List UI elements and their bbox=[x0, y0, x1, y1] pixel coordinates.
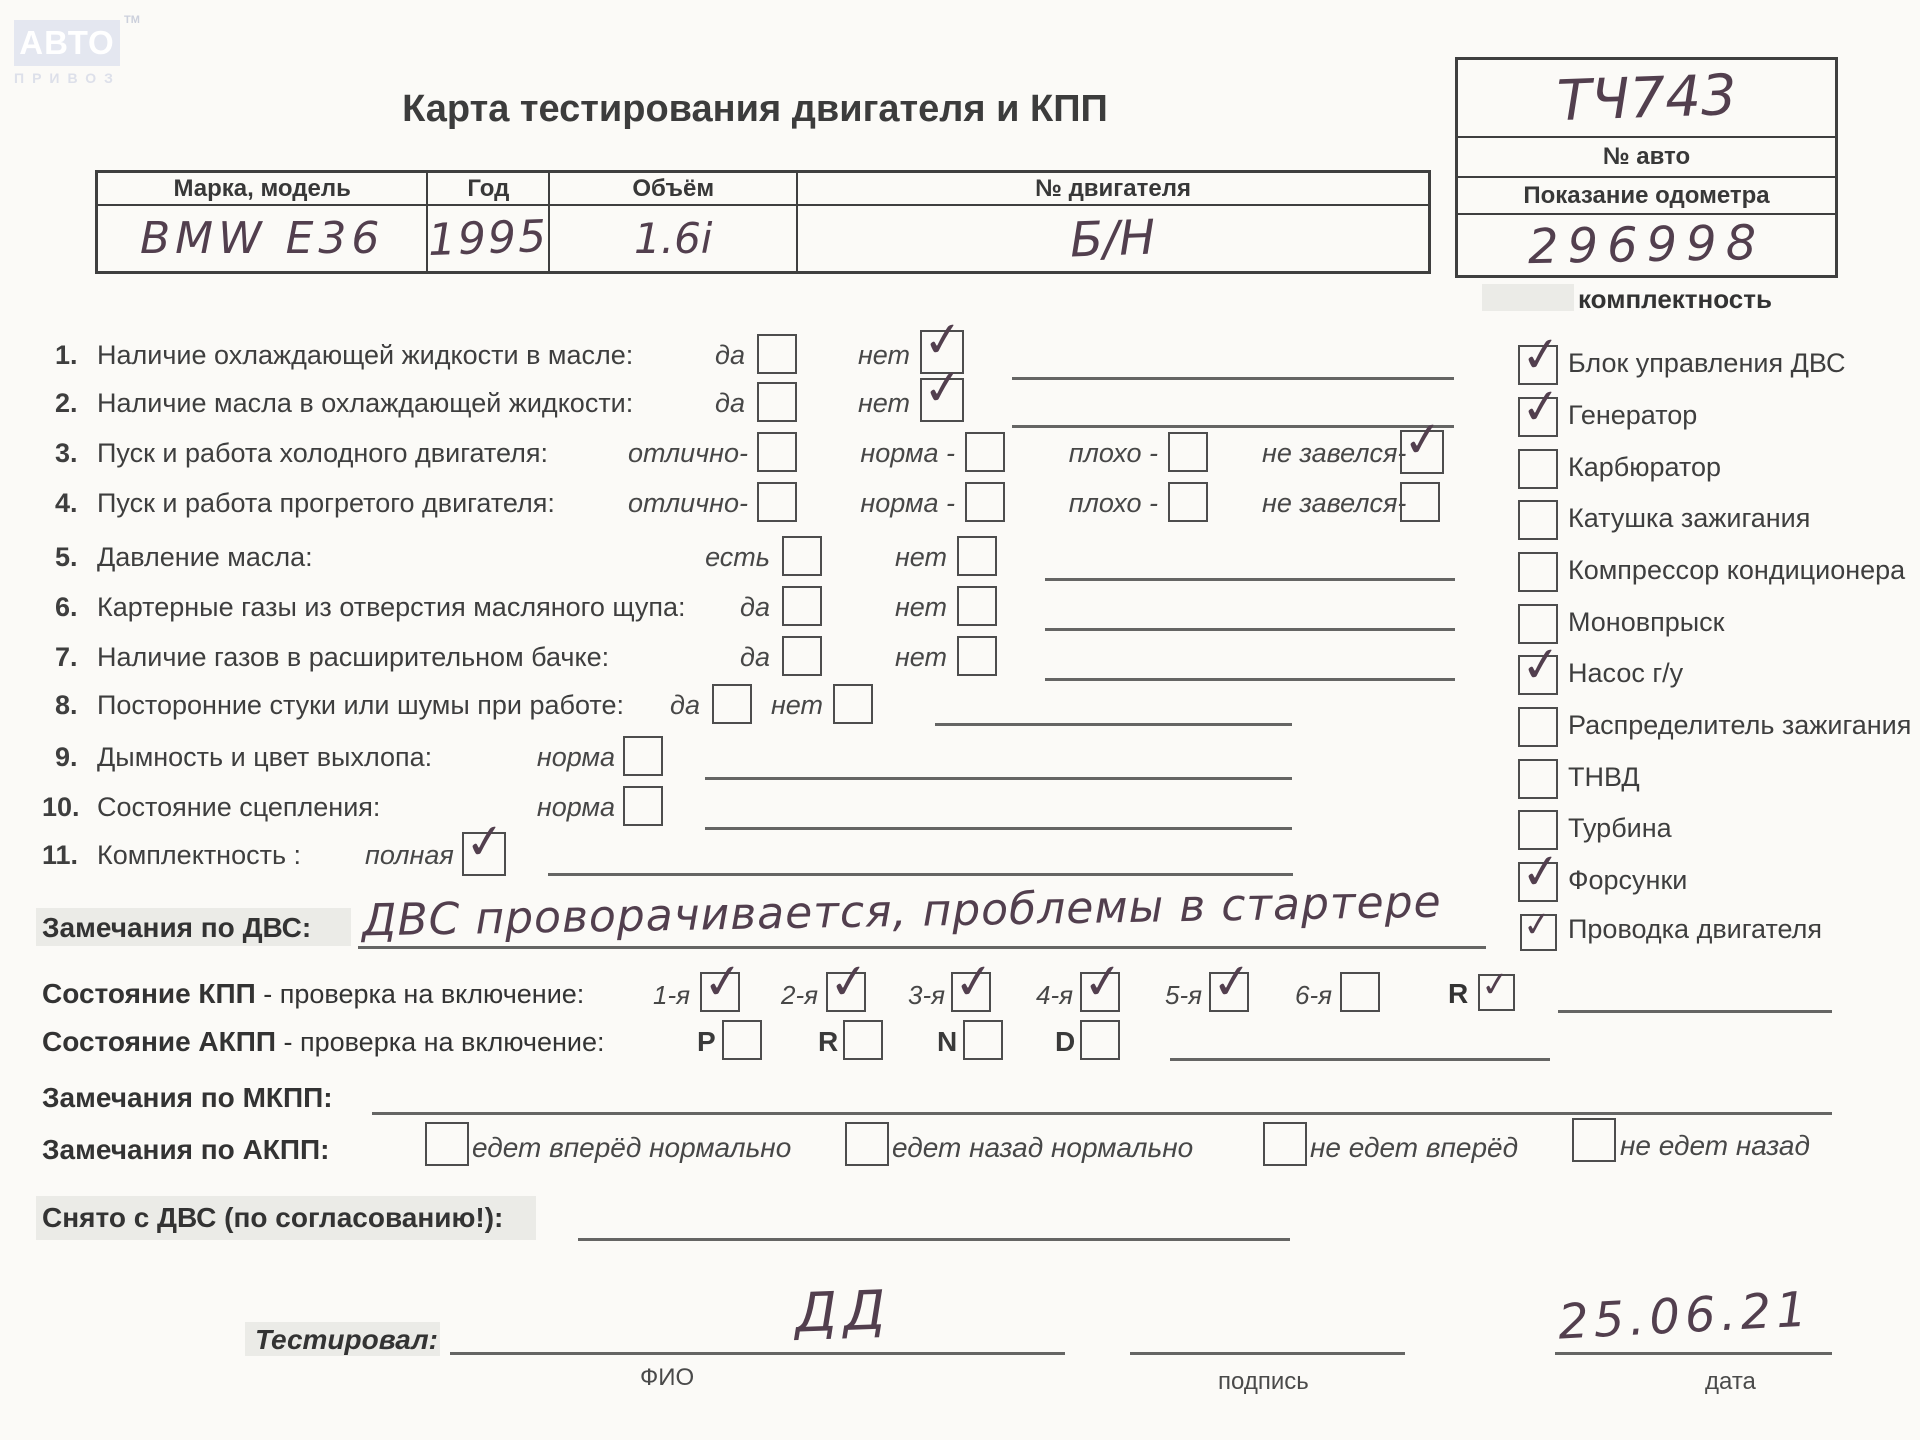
gear-3-checkbox[interactable] bbox=[951, 972, 991, 1012]
akpp-r-label: R bbox=[818, 1026, 839, 1057]
row-1-label: Наличие охлаждающей жидкости в масле: bbox=[97, 340, 634, 370]
row-6-no-checkbox[interactable] bbox=[957, 586, 997, 626]
row-9-label: Дымность и цвет выхлопа: bbox=[97, 742, 433, 772]
row-4-bad-checkbox[interactable] bbox=[1168, 482, 1208, 522]
gear-r-label: R bbox=[1448, 978, 1469, 1009]
remarks-dvs-label: Замечания по ДВС: bbox=[42, 912, 312, 943]
kit-item-generator-label: Генератор bbox=[1568, 400, 1698, 430]
row-3-nostart-checkbox[interactable] bbox=[1400, 430, 1444, 474]
row-2-number: 2. bbox=[55, 388, 78, 418]
make-value: BMW E36 bbox=[139, 213, 385, 264]
row-8-yes-label: да bbox=[670, 690, 700, 720]
row-3-number: 3. bbox=[55, 438, 78, 468]
row-8-no-label: нет bbox=[770, 690, 823, 720]
kit-item-ps-pump-label: Насос г/у bbox=[1568, 658, 1684, 688]
kit-item-monoinjection-label: Моновпрыск bbox=[1568, 607, 1725, 637]
row-11-full-label: полная bbox=[365, 840, 454, 870]
mkpp-remarks-label: Замечания по МКПП: bbox=[42, 1082, 333, 1113]
blank-line bbox=[372, 1112, 1832, 1115]
row-6-label: Картерные газы из отверстия масляного щупа: bbox=[97, 592, 686, 622]
kit-item-turbine-label: Турбина bbox=[1568, 813, 1672, 843]
kpp-state-label-bold: Состояние КПП bbox=[42, 978, 256, 1009]
gear-6-checkbox[interactable] bbox=[1340, 972, 1380, 1012]
row-5-yes-checkbox[interactable] bbox=[782, 536, 822, 576]
akpp-remarks-label: Замечания по АКПП: bbox=[42, 1134, 330, 1165]
row-3-norm-label: норма - bbox=[860, 438, 955, 468]
kit-item-carburetor-checkbox[interactable] bbox=[1518, 449, 1558, 489]
kit-item-distributor-label: Распределитель зажигания bbox=[1568, 710, 1912, 740]
blank-line bbox=[1045, 678, 1455, 681]
akpp-p-checkbox[interactable] bbox=[722, 1020, 762, 1060]
gear-1-label: 1-я bbox=[652, 980, 690, 1010]
blank-line bbox=[1045, 578, 1455, 581]
kit-item-ecu-label: Блок управления ДВС bbox=[1568, 348, 1846, 378]
row-10-number: 10. bbox=[42, 792, 80, 822]
row-4-label: Пуск и работа прогретого двигателя: bbox=[97, 488, 555, 518]
gear-1-checkbox[interactable] bbox=[700, 972, 740, 1012]
logo-tm-mark: TM bbox=[124, 14, 140, 26]
akpp-no-forward-checkbox[interactable] bbox=[1263, 1122, 1307, 1166]
blank-line bbox=[1170, 1058, 1550, 1061]
akpp-state-label-rest: - проверка на включение: bbox=[275, 1027, 605, 1057]
row-11-number: 11. bbox=[42, 840, 79, 870]
blank-line bbox=[578, 1238, 1290, 1241]
row-3-nostart-checkbox-bad[interactable] bbox=[1168, 432, 1208, 472]
blank-line bbox=[358, 946, 1486, 949]
row-6-no-label: нет bbox=[894, 592, 947, 622]
row-3-bad-label: плохо - bbox=[1068, 438, 1158, 468]
row-1-yes-label: да bbox=[715, 340, 745, 370]
akpp-back-ok-checkbox[interactable] bbox=[845, 1122, 889, 1166]
blank-line bbox=[1045, 628, 1455, 631]
row-4-number: 4. bbox=[55, 488, 78, 518]
kit-item-tnvd-checkbox[interactable] bbox=[1518, 759, 1558, 799]
row-5-label: Давление масла: bbox=[97, 542, 313, 572]
kit-item-ps-pump-checkbox[interactable] bbox=[1518, 655, 1558, 695]
gear-5-checkbox[interactable] bbox=[1209, 972, 1249, 1012]
row-9-number: 9. bbox=[55, 742, 78, 772]
row-4-nostart-checkbox[interactable] bbox=[1400, 482, 1440, 522]
row-5-no-label: нет bbox=[894, 542, 947, 572]
row-10-label: Состояние сцепления: bbox=[97, 792, 381, 822]
row-2-no-checkbox[interactable] bbox=[920, 378, 964, 422]
kit-item-distributor-checkbox[interactable] bbox=[1518, 707, 1558, 747]
scan-smudge bbox=[1482, 284, 1574, 311]
gear-4-label: 4-я bbox=[1035, 980, 1073, 1010]
akpp-state-label-bold: Состояние АКПП bbox=[42, 1026, 276, 1057]
kit-item-tnvd-label: ТНВД bbox=[1568, 762, 1640, 792]
kit-item-engine-wiring-label: Проводка двигателя bbox=[1568, 914, 1822, 944]
volume-value: 1.6i bbox=[634, 214, 713, 263]
col-header-volume: Объём bbox=[632, 174, 715, 202]
row-4-norm-checkbox[interactable] bbox=[965, 482, 1005, 522]
blank-line bbox=[705, 827, 1292, 830]
date-handwriting: 25.06.21 bbox=[1556, 1281, 1814, 1351]
col-header-year: Год bbox=[467, 174, 510, 202]
row-3-excellent-checkbox[interactable] bbox=[757, 432, 797, 472]
row-4-norm-label: норма - bbox=[860, 488, 955, 518]
logo-box bbox=[14, 20, 120, 66]
kit-item-injectors-label: Форсунки bbox=[1568, 865, 1688, 895]
row-5-yes-label: есть bbox=[705, 542, 770, 572]
akpp-forward-ok-checkbox[interactable] bbox=[425, 1122, 469, 1166]
row-9-norm-label: норма bbox=[536, 742, 615, 772]
vehicle-table bbox=[95, 170, 1431, 274]
fio-caption: ФИО bbox=[640, 1364, 695, 1391]
row-3-norm-checkbox[interactable] bbox=[965, 432, 1005, 472]
akpp-d-label: D bbox=[1055, 1026, 1076, 1057]
row-7-label: Наличие газов в расширительном бачке: bbox=[97, 642, 610, 672]
row-4-excellent-label: отлично- bbox=[628, 488, 748, 518]
removed-from-engine-label: Снято с ДВС (по согласованию!): bbox=[42, 1202, 504, 1233]
blank-line bbox=[935, 723, 1292, 726]
gear-6-label: 6-я bbox=[1294, 980, 1332, 1010]
row-1-number: 1. bbox=[55, 340, 78, 370]
kit-item-ac-compressor-checkbox[interactable] bbox=[1518, 552, 1558, 592]
odometer-value: 296998 bbox=[1527, 214, 1766, 276]
row-3-nostart-label: не завелся- bbox=[1262, 438, 1407, 468]
blank-line bbox=[705, 777, 1292, 780]
akpp-d-checkbox[interactable] bbox=[1080, 1020, 1120, 1060]
year-value: 1995 bbox=[427, 210, 550, 267]
akpp-no-forward-label: не едет вперёд bbox=[1310, 1132, 1519, 1163]
remarks-dvs-handwriting: ДВС проворачивается, проблемы в стартере bbox=[361, 876, 1443, 947]
row-11-label: Комплектность : bbox=[97, 840, 302, 870]
row-8-yes-checkbox[interactable] bbox=[712, 684, 752, 724]
tester-name-handwriting: ДД bbox=[793, 1278, 893, 1345]
akpp-p-label: P bbox=[697, 1026, 716, 1057]
kit-item-ignition-coil-label: Катушка зажигания bbox=[1568, 503, 1811, 533]
blank-line bbox=[1012, 425, 1454, 428]
gear-3-label: 3-я bbox=[907, 980, 945, 1010]
akpp-forward-ok-label: едет вперёд нормально bbox=[472, 1132, 792, 1163]
date-caption: дата bbox=[1705, 1368, 1756, 1395]
akpp-no-back-label: не едет назад bbox=[1620, 1130, 1810, 1161]
row-6-yes-checkbox[interactable] bbox=[782, 586, 822, 626]
row-7-yes-label: да bbox=[740, 642, 770, 672]
row-2-yes-checkbox[interactable] bbox=[757, 382, 797, 422]
akpp-back-ok-label: едет назад нормально bbox=[892, 1132, 1194, 1163]
blank-line bbox=[1012, 377, 1454, 380]
row-8-no-checkbox[interactable] bbox=[833, 684, 873, 724]
kit-item-ignition-coil-checkbox[interactable] bbox=[1518, 500, 1558, 540]
gear-4-checkbox[interactable] bbox=[1080, 972, 1120, 1012]
col-header-make: Марка, модель bbox=[173, 174, 351, 202]
row-4-nostart-label: не завелся- bbox=[1262, 488, 1407, 518]
gear-2-label: 2-я bbox=[780, 980, 818, 1010]
auto-number-label: № авто bbox=[1602, 143, 1691, 170]
col-header-engine-no: № двигателя bbox=[1035, 174, 1191, 202]
row-6-number: 6. bbox=[55, 592, 78, 622]
row-6-yes-label: да bbox=[740, 592, 770, 622]
akpp-r-checkbox[interactable] bbox=[843, 1020, 883, 1060]
blank-line bbox=[1558, 1010, 1832, 1013]
kpp-state-label-rest: - проверка на включение: bbox=[255, 979, 585, 1009]
auto-number-value: ТЧ743 bbox=[1555, 62, 1738, 134]
row-4-bad-label: плохо - bbox=[1068, 488, 1158, 518]
odometer-header: Показание одометра bbox=[1523, 181, 1770, 209]
row-1-yes-checkbox[interactable] bbox=[757, 334, 797, 374]
row-7-no-checkbox[interactable] bbox=[957, 636, 997, 676]
date-line bbox=[1555, 1352, 1832, 1355]
row-4-excellent-checkbox[interactable] bbox=[757, 482, 797, 522]
row-8-number: 8. bbox=[55, 690, 78, 720]
logo-text-privoz: ПРИВОЗ bbox=[14, 70, 121, 86]
kit-item-engine-wiring-checkbox[interactable] bbox=[1520, 914, 1557, 951]
gear-r-checkbox[interactable] bbox=[1478, 974, 1515, 1011]
tested-by-label: Тестировал: bbox=[255, 1324, 438, 1355]
row-8-label: Посторонние стуки или шумы при работе: bbox=[97, 690, 624, 720]
akpp-n-label: N bbox=[937, 1026, 958, 1057]
signature-caption: подпись bbox=[1218, 1368, 1309, 1395]
engine-no-value: Б/Н bbox=[1069, 209, 1157, 268]
row-5-no-checkbox[interactable] bbox=[957, 536, 997, 576]
row-5-number: 5. bbox=[55, 542, 78, 572]
row-1-no-label: нет bbox=[857, 340, 910, 370]
row-3-excellent-label: отлично- bbox=[628, 438, 748, 468]
fio-line bbox=[450, 1352, 1065, 1355]
row-7-no-label: нет bbox=[894, 642, 947, 672]
completeness-header: комплектность bbox=[1578, 284, 1772, 314]
gear-2-checkbox[interactable] bbox=[826, 972, 866, 1012]
kit-item-carburetor-label: Карбюратор bbox=[1568, 452, 1722, 482]
gear-5-label: 5-я bbox=[1164, 980, 1202, 1010]
row-2-label: Наличие масла в охлаждающей жидкости: bbox=[97, 388, 634, 418]
auto-number-box bbox=[1455, 57, 1838, 278]
kit-item-ac-compressor-label: Компрессор кондиционера bbox=[1568, 555, 1906, 585]
akpp-no-back-checkbox[interactable] bbox=[1572, 1118, 1616, 1162]
blank-line bbox=[548, 873, 1293, 876]
kit-item-injectors-checkbox[interactable] bbox=[1518, 862, 1558, 902]
form-title: Карта тестирования двигателя и КПП bbox=[402, 88, 1108, 130]
row-3-label: Пуск и работа холодного двигателя: bbox=[97, 438, 548, 468]
akpp-n-checkbox[interactable] bbox=[963, 1020, 1003, 1060]
kit-item-generator-checkbox[interactable] bbox=[1518, 397, 1558, 437]
row-10-norm-checkbox[interactable] bbox=[623, 786, 663, 826]
row-7-number: 7. bbox=[55, 642, 78, 672]
signature-line bbox=[1130, 1352, 1405, 1355]
row-11-full-checkbox[interactable] bbox=[462, 832, 506, 876]
row-9-norm-checkbox[interactable] bbox=[623, 736, 663, 776]
row-2-no-label: нет bbox=[857, 388, 910, 418]
logo-text-avto: АВТО bbox=[19, 24, 115, 61]
row-2-yes-label: да bbox=[715, 388, 745, 418]
row-7-yes-checkbox[interactable] bbox=[782, 636, 822, 676]
row-10-norm-label: норма bbox=[536, 792, 615, 822]
